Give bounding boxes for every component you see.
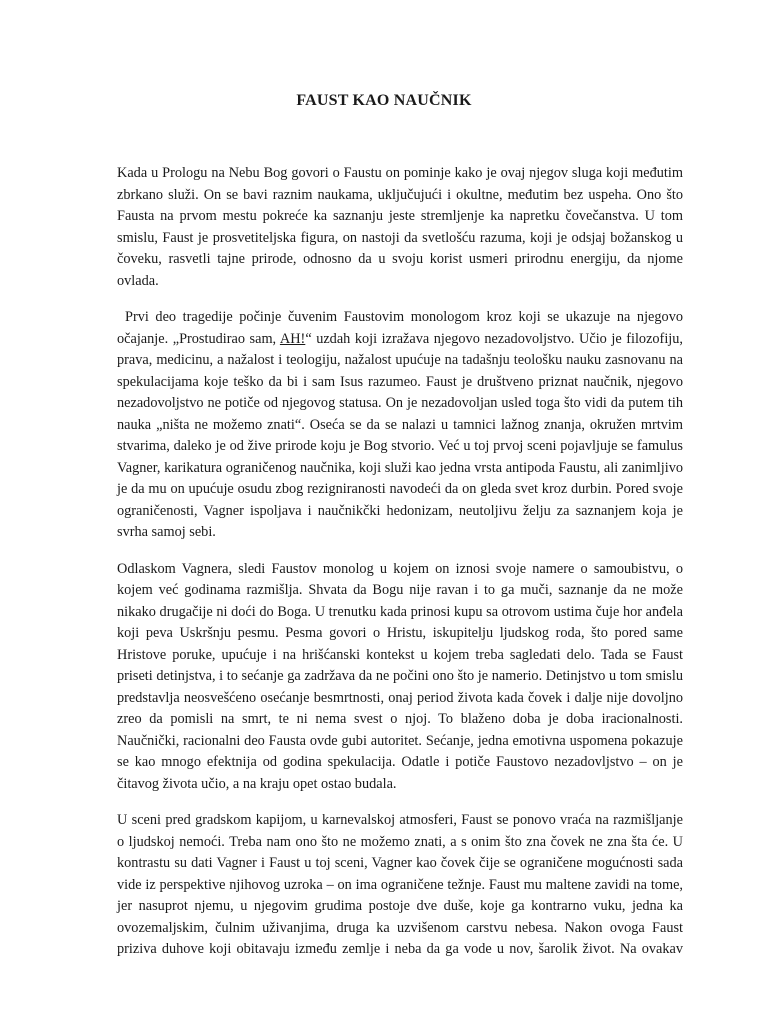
ah-link[interactable]: AH! — [279, 330, 306, 347]
paragraph-2-start: Prvi deo tragedije počinje čuvenim Faustovim monologom kroz koji se ukazuje na njegovo očajanje. „Prostudirao sam, — [117, 309, 683, 347]
document-title: FAUST KAO NAUČNIK — [296, 92, 472, 109]
paragraph-4: U sceni pred gradskom kapijom, u karnevalskoj atmosferi, Faust se ponovo vraća na razmišljanje o ljudskoj nemoći. Treba nam ono što ne možemo znati, a s onim što zna čovek ne zna šta će. U kontrastu su dati Vagner i Faust u toj sceni, Vagner kao čovek čije se ograničene mogućnosti sada vide iz perspektive njihovog uzroka – on ima ograničene težnje. Faust mu maltene zavidi na tome, jer nasuprot njemu, u njegovim grudima postoje dve duše, koje ga kontrarno vuku, jedna ka ovozemaljskim, čulnim uživanjima, druga ka uzvišenom carstvu nebesa. Nakon ovoga Faust priziva duhove koji obitavaju između zemlje i neba da ga vode u nov, šarolik život. Na ovakav — [117, 812, 683, 957]
document-body — [117, 163, 683, 976]
paragraph-1: Kada u Prologu na Nebu Bog govori o Faustu on pominje kako je ovaj njegov sluga koji međutim zbrkano služi. On se bavi raznim naukama, uključujući i okultne, međutim bez uspeha. Ono što Fausta na prvom mestu pokreće ka saznanju jeste stremljenje ka napretku čovečanstva. U tom smislu, Faust je prosvetiteljska figura, on nastoji da svetlošću razuma, koji je odsjaj božanskog u čoveku, rasvetli tajne prirode, odnosno da u svoju korist usmeri prirodnu energiju, da njome ovlada. — [117, 165, 683, 289]
paragraph-2 — [117, 307, 683, 544]
paragraph-2-rest: “ uzdah koji izražava njegovo nezadovoljstvo. Učio je filozofiju, prava, medicinu, a nažalost i teologiju, nažalost upućuje na tadašnju teološku nauku zasnovanu na spekulacijama koje teško da bi i sam Isus razumeo. Faust je društveno priznat naučnik, njegovo nezadovoljstvo ne potiče od njegovog statusa. On je nezadovoljan usled toga što vidi da putem tih nauka „ništa ne možemo znati“. Oseća se da se nalazi u tamnici lažnog znanja, okružen mrtvim stvarima, daleko je od žive prirode koju je Bog stvorio. Već u toj prvoj sceni pojavljuje se famulus Vagner, karikatura ograničenog naučnika, koji služi kao jedna vrsta antipoda Faustu, ali zanimljivo je da mu on upućuje osudu zbog rezigniranosti navodeći da on gleda svet kroz durbin. Pored svoje ograničenosti, Vagner ispoljava i naučnikčki hedonizam, neutoljivu želju za saznanjem koja je svrha samoj sebi. — [117, 330, 683, 540]
paragraph-3: Odlaskom Vagnera, sledi Faustov monolog u kojem on iznosi svoje namere o samoubistvu, o kojem već godinama razmišlja. Shvata da Bogu nije ravan i to ga muči, saznanje da ne može nikako drugačije ni doći do Boga. U trenutku kada prinosi kupu sa otrovom ustima čuje hor anđela koji peva Uskršnju pesmu. Pesma govori o Hristu, iskupitelju ljudskog roda, što pored same Hristove poruke, upućuje i na hrišćanski kontekst u kojem treba sagledati delo. Tada se Faust priseti detinjstva, i to sećanje ga zadržava da ne počini ono što je namerio. Detinjstvo u tom smislu predstavlja neosvešćeno osećanje besmrtnosti, onaj period života kada čovek i dalje nije dovoljno zreo da pomisli na smrt, te ni nema svest o njoj. To blaženo doba je doba iracionalnosti. Naučnički, racionalni deo Fausta ovde gubi autoritet. Sećanje, jedna emotivna uspomena pokazuje se kao mnogo efektnija od godina spekulacija. Odatle i potiče Faustovo nezadovljstvo – on je čitavog života učio, a na kraju opet ostao budala. — [117, 560, 683, 792]
